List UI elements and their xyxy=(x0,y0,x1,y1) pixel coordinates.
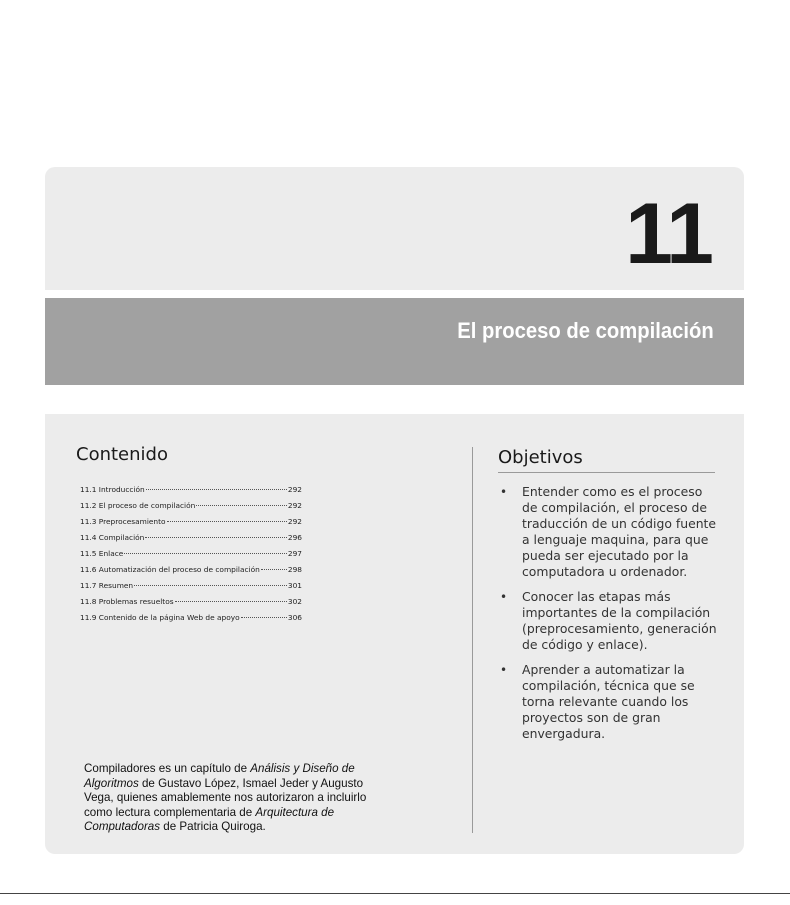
toc-item-page: 292 xyxy=(287,501,302,510)
toc-item-label: 11.5 Enlace xyxy=(80,549,124,558)
objetivos-heading: Objetivos xyxy=(498,447,715,473)
bullet-icon: • xyxy=(500,663,508,677)
note-text-2: de Gustavo López, Ismael Jeder y Augusto Vega, quienes amablemente nos autorizaron a incluirlo como lectura complementaria de xyxy=(84,776,367,819)
toc-leader xyxy=(134,585,287,586)
chapter-title-band xyxy=(45,298,744,385)
note-text-3: de Patricia Quiroga. xyxy=(160,820,266,833)
toc-item-label: 11.1 Introducción xyxy=(80,485,145,494)
chapter-number-block xyxy=(45,167,744,290)
toc-item-label: 11.7 Resumen xyxy=(80,581,134,590)
toc-item xyxy=(80,517,302,533)
toc-item-page: 296 xyxy=(287,533,302,542)
toc-item-page: 292 xyxy=(287,485,302,494)
toc-leader xyxy=(196,505,287,506)
chapter-number: 11 xyxy=(625,186,712,282)
toc-item xyxy=(80,597,302,613)
note-book-title-1: Análisis y Diseño de Algoritmos xyxy=(84,762,355,790)
toc-leader xyxy=(145,537,287,538)
toc-leader xyxy=(167,521,287,522)
toc-item-label: 11.4 Compilación xyxy=(80,533,145,542)
content-panel xyxy=(45,414,744,854)
objective-item xyxy=(500,662,720,742)
toc-item-page: 302 xyxy=(287,597,302,606)
toc-leader xyxy=(124,553,287,554)
toc-item xyxy=(80,533,302,549)
toc-item-page: 292 xyxy=(287,517,302,526)
toc-item-page: 297 xyxy=(287,549,302,558)
toc-item-label: 11.9 Contenido de la página Web de apoyo xyxy=(80,613,240,622)
toc-item xyxy=(80,613,302,629)
objective-text: Entender como es el proceso de compilación, el proceso de traducción de un código fuente a lenguaje maquina, para que pueda ser ejecutado por la computadora u ordenador. xyxy=(522,484,717,579)
toc-item xyxy=(80,501,302,517)
toc-item xyxy=(80,581,302,597)
objectives-list xyxy=(500,484,720,751)
toc-item-page: 306 xyxy=(287,613,302,622)
note-book-title-2: Arquitectura de Computadoras xyxy=(84,805,335,833)
toc-item-label: 11.2 El proceso de compilación xyxy=(80,501,196,510)
objective-item xyxy=(500,484,720,580)
table-of-contents xyxy=(80,485,302,629)
column-divider xyxy=(472,447,473,833)
toc-item-label: 11.8 Problemas resueltos xyxy=(80,597,174,606)
toc-item xyxy=(80,565,302,581)
contenido-heading: Contenido xyxy=(76,444,168,465)
page-bottom-rule xyxy=(0,893,790,894)
objective-item xyxy=(500,589,720,653)
credits-note xyxy=(84,762,384,835)
toc-item-label: 11.3 Preprocesamiento xyxy=(80,517,166,526)
toc-item-page: 298 xyxy=(287,565,302,574)
objective-text: Aprender a automatizar la compilación, técnica que se torna relevante cuando los proyectos son de gran envergadura. xyxy=(522,662,695,741)
toc-leader xyxy=(241,617,287,618)
bullet-icon: • xyxy=(500,485,508,499)
toc-item xyxy=(80,485,302,501)
chapter-title: El proceso de compilación xyxy=(457,318,714,343)
objective-text: Conocer las etapas más importantes de la compilación (preprocesamiento, generación de código y enlace). xyxy=(522,589,717,652)
toc-item-page: 301 xyxy=(287,581,302,590)
toc-leader xyxy=(146,489,287,490)
toc-item xyxy=(80,549,302,565)
bullet-icon: • xyxy=(500,590,508,604)
toc-leader xyxy=(261,569,287,570)
note-text-1: Compiladores es un capítulo de xyxy=(84,762,251,775)
toc-leader xyxy=(175,601,287,602)
toc-item-label: 11.6 Automatización del proceso de compilación xyxy=(80,565,260,574)
